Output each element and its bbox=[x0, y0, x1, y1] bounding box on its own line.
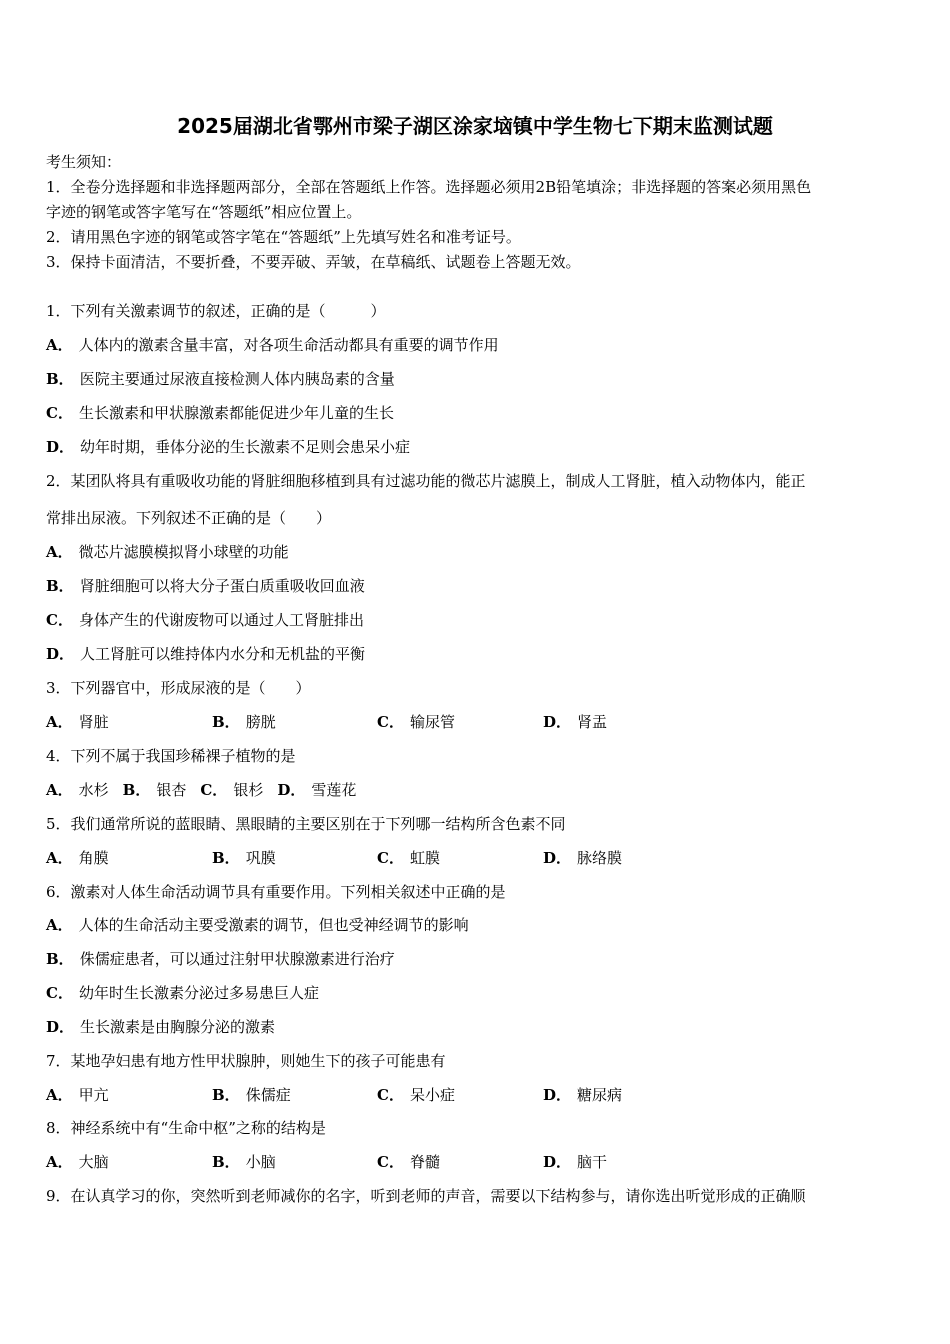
option-letter: A． bbox=[46, 713, 73, 731]
notice-item: 3．保持卡面清洁，不要折叠，不要弄破、弄皱，在草稿纸、试题卷上答题无效。 bbox=[46, 253, 581, 271]
option-letter: D． bbox=[543, 849, 572, 867]
option-letter: C． bbox=[200, 781, 228, 799]
notice-item: 1．全卷分选择题和非选择题两部分，全部在答题纸上作答。选择题必须用2B铅笔填涂；非选择题的答案必须用黑色 bbox=[46, 178, 812, 196]
option-letter: D． bbox=[543, 1086, 572, 1104]
option-text: 虹膜 bbox=[409, 849, 440, 867]
question-stem: 6．激素对人体生命活动调节具有重要作用。下列相关叙述中正确的是 bbox=[46, 883, 506, 901]
option-letter: C． bbox=[46, 404, 73, 422]
option-text: 脊髓 bbox=[409, 1153, 440, 1171]
option-text: 巩膜 bbox=[245, 849, 276, 867]
option-text: 幼年时期，垂体分泌的生长激素不足则会患呆小症 bbox=[80, 438, 411, 456]
option-text: 肾脏细胞可以将大分子蛋白质重吸收回血液 bbox=[79, 577, 365, 595]
option-text: 微芯片滤膜模拟肾小球壁的功能 bbox=[78, 543, 289, 561]
question-option bbox=[377, 847, 440, 869]
option-text: 呆小症 bbox=[409, 1086, 455, 1104]
question-option bbox=[543, 711, 607, 733]
option-letter: D． bbox=[543, 1153, 572, 1171]
option-text: 医院主要通过尿液直接检测人体内胰岛素的含量 bbox=[79, 370, 395, 388]
option-text: 人体的生命活动主要受激素的调节，但也受神经调节的影响 bbox=[78, 916, 469, 934]
option-text: 甲亢 bbox=[78, 1086, 109, 1104]
question-option bbox=[377, 1151, 440, 1173]
option-letter: C． bbox=[377, 1153, 404, 1171]
option-letter: C． bbox=[377, 849, 404, 867]
option-letter: C． bbox=[377, 713, 404, 731]
question-option bbox=[212, 1084, 291, 1106]
option-letter: B． bbox=[212, 1153, 240, 1171]
question-option bbox=[46, 575, 365, 597]
question-options-inline bbox=[46, 779, 370, 801]
question-stem: 5．我们通常所说的蓝眼睛、黑眼睛的主要区别在于下列哪一结构所含色素不同 bbox=[46, 815, 566, 833]
option-text: 脉络膜 bbox=[577, 849, 623, 867]
question-option bbox=[212, 847, 276, 869]
question-option bbox=[46, 1084, 109, 1106]
question-option bbox=[46, 948, 395, 970]
option-letter: D． bbox=[277, 781, 306, 799]
option-text: 侏儒症患者，可以通过注射甲状腺激素进行治疗 bbox=[79, 950, 395, 968]
question-option bbox=[46, 402, 394, 424]
question-option bbox=[46, 711, 109, 733]
question-option bbox=[377, 711, 455, 733]
question-option bbox=[46, 982, 319, 1004]
option-text: 小脑 bbox=[245, 1153, 276, 1171]
question-stem: 4．下列不属于我国珍稀裸子植物的是 bbox=[46, 747, 296, 765]
option-letter: D． bbox=[46, 438, 75, 456]
option-text: 身体产生的代谢废物可以通过人工肾脏排出 bbox=[78, 611, 364, 629]
option-letter: B． bbox=[122, 781, 151, 799]
question-option bbox=[543, 847, 622, 869]
option-text: 人工肾脏可以维持体内水分和无机盐的平衡 bbox=[80, 645, 366, 663]
option-letter: A． bbox=[46, 1086, 73, 1104]
option-letter: C． bbox=[46, 611, 73, 629]
option-letter: B． bbox=[46, 950, 74, 968]
option-text: 雪莲花 bbox=[311, 781, 357, 799]
question-option bbox=[200, 781, 263, 799]
question-option bbox=[46, 781, 109, 799]
option-text: 肾盂 bbox=[577, 713, 608, 731]
option-text: 角膜 bbox=[78, 849, 109, 867]
question-option bbox=[377, 1084, 455, 1106]
question-option bbox=[212, 711, 276, 733]
question-option bbox=[277, 781, 356, 799]
option-text: 幼年时生长激素分泌过多易患巨人症 bbox=[78, 984, 319, 1002]
question-option bbox=[46, 436, 410, 458]
question-stem: 2．某团队将具有重吸收功能的肾脏细胞移植到具有过滤功能的微芯片滤膜上，制成人工肾脏，植入动物体内，能正 bbox=[46, 472, 806, 490]
option-letter: D． bbox=[46, 1018, 75, 1036]
option-text: 生长激素是由胸腺分泌的激素 bbox=[80, 1018, 276, 1036]
option-text: 大脑 bbox=[78, 1153, 109, 1171]
question-stem: 1．下列有关激素调节的叙述，正确的是（ ） bbox=[46, 302, 386, 320]
question-option bbox=[46, 609, 364, 631]
option-letter: A． bbox=[46, 543, 73, 561]
question-option bbox=[46, 1151, 109, 1173]
option-text: 膀胱 bbox=[245, 713, 276, 731]
question-stem: 9．在认真学习的你，突然听到老师减你的名字，听到老师的声音，需要以下结构参与，请你选出听觉形成的正确顺 bbox=[46, 1187, 806, 1205]
option-letter: D． bbox=[46, 645, 75, 663]
option-text: 输尿管 bbox=[409, 713, 455, 731]
notice-item: 字迹的钢笔或答字笔写在“答题纸”相应位置上。 bbox=[46, 203, 362, 221]
option-letter: A． bbox=[46, 849, 73, 867]
option-letter: A． bbox=[46, 916, 73, 934]
option-text: 脑干 bbox=[577, 1153, 608, 1171]
option-letter: B． bbox=[212, 1086, 240, 1104]
question-option bbox=[46, 914, 469, 936]
option-letter: B． bbox=[212, 849, 240, 867]
option-letter: A． bbox=[46, 781, 73, 799]
question-option bbox=[46, 643, 365, 665]
option-letter: A． bbox=[46, 336, 73, 354]
question-option bbox=[123, 781, 187, 799]
question-option bbox=[46, 334, 499, 356]
question-option bbox=[46, 1016, 275, 1038]
option-text: 人体内的激素含量丰富，对各项生命活动都具有重要的调节作用 bbox=[78, 336, 499, 354]
option-text: 银杏 bbox=[156, 781, 187, 799]
notice-heading: 考生须知： bbox=[46, 153, 122, 171]
exam-title: 2025届湖北省鄂州市梁子湖区涂家垴镇中学生物七下期末监测试题 bbox=[177, 114, 773, 138]
notice-item: 2．请用黑色字迹的钢笔或答字笔在“答题纸”上先填写姓名和准考证号。 bbox=[46, 228, 521, 246]
option-letter: C． bbox=[377, 1086, 404, 1104]
question-option bbox=[212, 1151, 276, 1173]
option-letter: B． bbox=[46, 577, 74, 595]
option-letter: D． bbox=[543, 713, 572, 731]
question-option bbox=[543, 1084, 622, 1106]
option-text: 银杉 bbox=[233, 781, 264, 799]
question-stem-continued: 常排出尿液。下列叙述不正确的是（ ） bbox=[46, 509, 332, 527]
question-stem: 8．神经系统中有“生命中枢”之称的结构是 bbox=[46, 1119, 326, 1137]
question-stem: 3．下列器官中，形成尿液的是（ ） bbox=[46, 679, 311, 697]
question-option bbox=[46, 541, 289, 563]
question-option bbox=[543, 1151, 607, 1173]
option-text: 肾脏 bbox=[78, 713, 109, 731]
option-text: 糖尿病 bbox=[577, 1086, 623, 1104]
option-letter: A． bbox=[46, 1153, 73, 1171]
question-option bbox=[46, 847, 109, 869]
option-letter: B． bbox=[46, 370, 74, 388]
option-letter: B． bbox=[212, 713, 240, 731]
question-stem: 7．某地孕妇患有地方性甲状腺肿，则她生下的孩子可能患有 bbox=[46, 1052, 446, 1070]
question-option bbox=[46, 368, 395, 390]
option-letter: C． bbox=[46, 984, 73, 1002]
option-text: 侏儒症 bbox=[245, 1086, 291, 1104]
option-text: 水杉 bbox=[78, 781, 109, 799]
option-text: 生长激素和甲状腺激素都能促进少年儿童的生长 bbox=[78, 404, 394, 422]
